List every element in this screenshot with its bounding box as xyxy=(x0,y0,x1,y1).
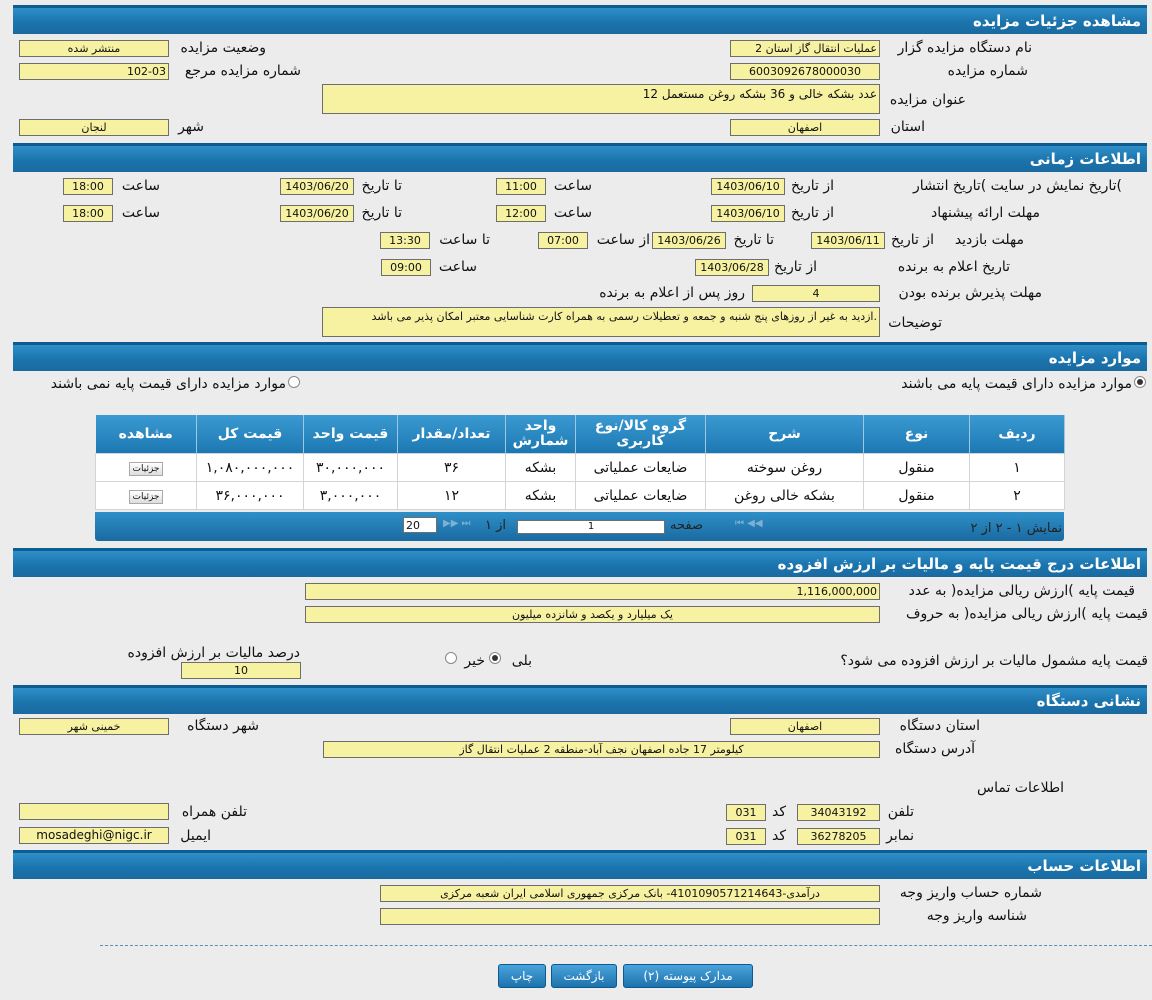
no-base-price-label: موارد مزایده دارای قیمت پایه نمی باشند xyxy=(50,376,286,392)
fax-code-label: کد xyxy=(771,828,786,844)
col-row[interactable]: ردیف xyxy=(970,415,1065,454)
province-field: اصفهان xyxy=(730,119,880,136)
cell-desc: بشکه خالی روغن xyxy=(706,482,864,510)
vat-no-label: خیر xyxy=(464,653,485,669)
offer-to-label: تا تاریخ xyxy=(361,205,402,221)
base-price-text-field: یک میلیارد و یکصد و شانزده میلیون xyxy=(305,606,880,623)
offer-to-time-label: ساعت xyxy=(121,205,160,221)
cell-unit: بشکه xyxy=(506,482,576,510)
display-from-field: 1403/06/10 xyxy=(711,178,785,195)
base-price-text-label: قیمت پایه )ارزش ریالی مزایده( به حروف xyxy=(905,606,1148,622)
cell-unit-price: ۳,۰۰۰,۰۰۰ xyxy=(304,482,398,510)
cell-qty: ۱۲ xyxy=(398,482,506,510)
section-title: موارد مزایده xyxy=(1048,349,1141,367)
org-province-label: استان دستگاه xyxy=(899,718,980,734)
org-address-label: آدرس دستگاه xyxy=(895,741,975,757)
org-field: 2 عملیات انتقال گاز استان xyxy=(730,40,880,57)
offer-to-field: 1403/06/20 xyxy=(280,205,354,222)
auction-number-field: 6003092678000030 xyxy=(730,63,880,80)
display-date-label: تاریخ نمایش در سایت )تاریخ انتشار( xyxy=(912,178,1122,194)
cell-group: ضایعات عملیاتی xyxy=(576,482,706,510)
cell-type: منقول xyxy=(864,454,970,482)
divider xyxy=(100,945,1152,946)
auction-title-field: 12 عدد بشکه خالی و 36 بشکه روغن مستعمل xyxy=(322,84,880,114)
org-city-label: شهر دستگاه xyxy=(187,718,259,734)
cell-row: ۱ xyxy=(970,454,1065,482)
display-to-field: 1403/06/20 xyxy=(280,178,354,195)
section-header-items xyxy=(13,342,1147,371)
pager-size-input[interactable]: 20 xyxy=(403,517,437,533)
province-label: استان xyxy=(890,119,925,135)
winner-from-label: از تاریخ xyxy=(774,259,817,275)
section-header-time xyxy=(13,143,1147,172)
table-row xyxy=(96,482,1065,510)
cell-row: ۲ xyxy=(970,482,1065,510)
pager-page-label: صفحه xyxy=(670,518,703,533)
display-to-time-field: 18:00 xyxy=(63,178,113,195)
details-button[interactable]: جزئیات xyxy=(129,462,164,476)
contact-info-title: اطلاعات تماس xyxy=(977,780,1064,796)
visit-from-label: از تاریخ xyxy=(891,232,934,248)
org-address-field: کیلومتر 17 جاده اصفهان نجف آباد-منطقه 2 عملیات انتقال گاز xyxy=(323,741,880,758)
cell-unit: بشکه xyxy=(506,454,576,482)
visit-to-field: 1403/06/26 xyxy=(652,232,726,249)
section-title: مشاهده جزئیات مزایده xyxy=(972,12,1141,30)
ref-number-field: 102-03 xyxy=(19,63,169,80)
winner-time-label: ساعت xyxy=(438,259,477,275)
attachments-button[interactable]: مدارک پیوسته (۲) xyxy=(623,964,753,988)
offer-from-field: 1403/06/10 xyxy=(711,205,785,222)
mobile-field xyxy=(19,803,169,820)
display-from-label: از تاریخ xyxy=(791,178,834,194)
org-city-field: خمینی شهر xyxy=(19,718,169,735)
vat-yes-label: بلی xyxy=(511,653,532,669)
pager-last-icon[interactable]: ⏮ ◀◀ xyxy=(735,518,763,529)
notes-field: ازدید به غیر از روزهای پنج شنبه و جمعه و تعطیلات رسمی به همراه کارت شناسایی معتبر امکان پذیر می باشد. xyxy=(322,307,880,337)
has-base-price-label: موارد مزایده دارای قیمت پایه می باشند xyxy=(901,376,1132,392)
phone-field: 34043192 xyxy=(797,804,880,821)
section-title: اطلاعات درج قیمت پایه و مالیات بر ارزش افزوده xyxy=(777,555,1141,573)
section-header-address xyxy=(13,685,1147,714)
cell-view xyxy=(96,482,197,510)
visit-deadline-label: مهلت بازدید xyxy=(954,232,1024,248)
org-province-field: اصفهان xyxy=(730,718,880,735)
col-unit[interactable]: واحد شمارش xyxy=(506,415,576,454)
visit-from-time-label: از ساعت xyxy=(596,232,650,248)
fax-label: نمابر xyxy=(886,828,914,844)
col-total[interactable]: قیمت کل xyxy=(197,415,304,454)
pager-page-input[interactable]: 1 xyxy=(517,520,665,534)
visit-from-field: 1403/06/11 xyxy=(811,232,885,249)
accept-days-suffix: روز پس از اعلام به برنده xyxy=(599,285,745,301)
cell-view xyxy=(96,454,197,482)
phone-code-label: کد xyxy=(771,804,786,820)
offer-deadline-label: مهلت ارائه پیشنهاد xyxy=(931,205,1040,221)
payment-id-field xyxy=(380,908,880,925)
display-from-time-field: 11:00 xyxy=(496,178,546,195)
back-button[interactable]: بازگشت xyxy=(551,964,617,988)
auction-number-label: شماره مزایده xyxy=(947,63,1028,79)
vat-no-radio[interactable] xyxy=(445,652,457,664)
display-to-time-label: ساعت xyxy=(121,178,160,194)
vat-percent-field: 10 xyxy=(181,662,301,679)
section-title: اطلاعات حساب xyxy=(1027,857,1141,875)
display-to-label: تا تاریخ xyxy=(361,178,402,194)
cell-group: ضایعات عملیاتی xyxy=(576,454,706,482)
status-field: منتشر شده xyxy=(19,40,169,57)
col-type[interactable]: نوع xyxy=(864,415,970,454)
vat-yes-radio[interactable] xyxy=(489,652,501,664)
table-header-row xyxy=(96,415,1065,454)
pager-next-icon[interactable]: ▶▶ ⏭ xyxy=(443,518,471,529)
col-qty[interactable]: تعداد/مقدار xyxy=(398,415,506,454)
col-unit-price[interactable]: قیمت واحد xyxy=(304,415,398,454)
city-field: لنجان xyxy=(19,119,169,136)
fax-field: 36278205 xyxy=(797,828,880,845)
col-view: مشاهده xyxy=(96,415,197,454)
print-button[interactable]: چاپ xyxy=(498,964,546,988)
col-group[interactable]: گروه کالا/نوع کاربری xyxy=(576,415,706,454)
no-base-price-radio[interactable] xyxy=(288,376,300,388)
status-label: وضعیت مزایده xyxy=(180,40,266,56)
phone-label: تلفن xyxy=(887,804,914,820)
mobile-label: تلفن همراه xyxy=(181,804,247,820)
col-desc[interactable]: شرح xyxy=(706,415,864,454)
winner-time-field: 09:00 xyxy=(381,259,431,276)
offer-to-time-field: 18:00 xyxy=(63,205,113,222)
base-price-number-field: 1,116,000,000 xyxy=(305,583,880,600)
section-header-price xyxy=(13,548,1147,577)
city-label: شهر xyxy=(178,119,204,135)
table-row xyxy=(96,454,1065,482)
has-base-price-radio[interactable] xyxy=(1134,376,1146,388)
offer-from-time-label: ساعت xyxy=(553,205,592,221)
payment-id-label: شناسه واریز وجه xyxy=(926,908,1027,924)
notes-label: توضیحات xyxy=(888,315,942,331)
cell-unit-price: ۳۰,۰۰۰,۰۰۰ xyxy=(304,454,398,482)
cell-total: ۳۶,۰۰۰,۰۰۰ xyxy=(197,482,304,510)
email-label: ایمیل xyxy=(180,828,211,844)
offer-from-time-field: 12:00 xyxy=(496,205,546,222)
cell-type: منقول xyxy=(864,482,970,510)
phone-code-field: 031 xyxy=(726,804,766,821)
vat-question-label: قیمت پایه مشمول مالیات بر ارزش افزوده می شود؟ xyxy=(840,653,1148,669)
fax-code-field: 031 xyxy=(726,828,766,845)
section-header-account xyxy=(13,850,1147,879)
cell-qty: ۳۶ xyxy=(398,454,506,482)
cell-total: ۱,۰۸۰,۰۰۰,۰۰۰ xyxy=(197,454,304,482)
section-title: نشانی دستگاه xyxy=(1036,692,1141,710)
account-number-field: درآمدی-4101090571214643- بانک مرکزی جمهوری اسلامی ایران شعبه مرکزی xyxy=(380,885,880,902)
items-table xyxy=(95,415,1065,510)
table-pager xyxy=(95,512,1064,541)
base-price-number-label: قیمت پایه )ارزش ریالی مزایده( به عدد xyxy=(908,583,1135,599)
org-label: نام دستگاه مزایده گزار xyxy=(897,40,1032,56)
auction-title-label: عنوان مزایده xyxy=(889,92,966,108)
pager-of-label: از ۱ xyxy=(485,518,507,533)
pager-summary: نمایش ۱ - ۲ از ۲ xyxy=(970,521,1062,536)
accept-days-field: 4 xyxy=(752,285,880,302)
winner-announce-label: تاریخ اعلام به برنده xyxy=(897,259,1010,275)
ref-number-label: شماره مزایده مرجع xyxy=(184,63,301,79)
section-header-details xyxy=(13,5,1147,34)
winner-date-field: 1403/06/28 xyxy=(695,259,769,276)
visit-to-label: تا تاریخ xyxy=(733,232,774,248)
display-from-time-label: ساعت xyxy=(553,178,592,194)
vat-percent-label: درصد مالیات بر ارزش افزوده xyxy=(127,645,300,661)
accept-deadline-label: مهلت پذیرش برنده بودن xyxy=(898,285,1042,301)
offer-from-label: از تاریخ xyxy=(791,205,834,221)
visit-to-time-field: 13:30 xyxy=(380,232,430,249)
details-button[interactable]: جزئیات xyxy=(129,490,164,504)
cell-desc: روغن سوخته xyxy=(706,454,864,482)
email-field: mosadeghi@nigc.ir xyxy=(19,827,169,844)
section-title: اطلاعات زمانی xyxy=(1029,150,1141,168)
visit-from-time-field: 07:00 xyxy=(538,232,588,249)
account-number-label: شماره حساب واریز وجه xyxy=(899,885,1042,901)
visit-to-time-label: تا ساعت xyxy=(439,232,490,248)
